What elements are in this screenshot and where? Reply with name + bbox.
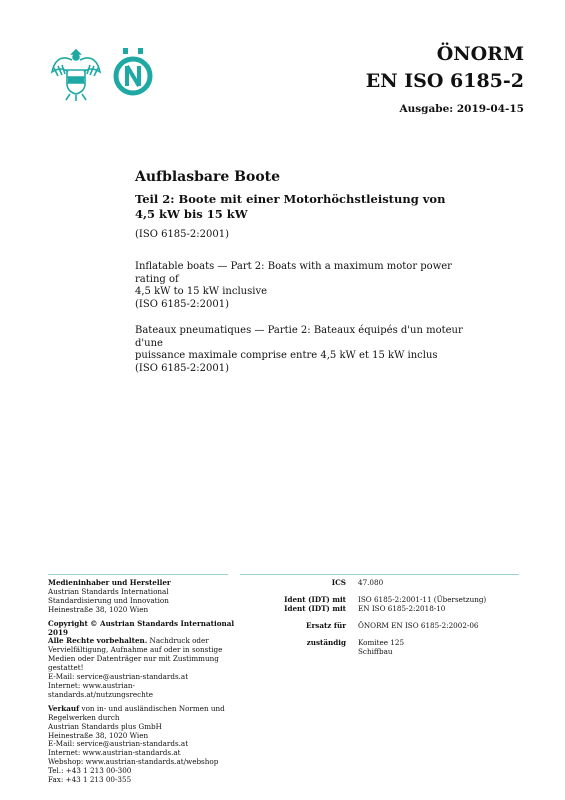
french-title — [135, 325, 465, 375]
sales-line: Austrian Standards plus GmbH — [48, 721, 162, 731]
replaces-value: ÖNORM EN ISO 6185-2:2002-06 — [358, 620, 479, 630]
publisher-email: E-Mail: service@austrian-standards.at — [48, 672, 189, 682]
ident-value: ISO 6185-2:2001-11 (Übersetzung) — [358, 594, 487, 604]
french-iso-reference: (ISO 6185-2:2001) — [135, 362, 229, 374]
rights-text: Nachdruck oder — [147, 636, 209, 646]
ident-label: Ident (IDT) mit — [284, 594, 346, 604]
responsible-row — [240, 639, 520, 657]
sales-internet: Internet: www.austrian-standards.at — [48, 748, 181, 758]
english-iso-reference: (ISO 6185-2:2001) — [135, 298, 229, 310]
ics-label: ICS — [331, 578, 346, 587]
austrian-eagle-icon — [50, 44, 102, 102]
sales-webshop: Webshop: www.austrian-standards.at/webshop — [48, 757, 219, 767]
committee-topic: Schiffbau — [358, 646, 393, 656]
rights-bold: Alle Rechte vorbehalten. — [48, 636, 148, 646]
sales-text: von in- und ausländischen Normen und — [79, 703, 225, 713]
imprint — [48, 579, 238, 785]
english-title-line: 4,5 kW to 15 kW inclusive — [135, 286, 268, 297]
ident-value: EN ISO 6185-2:2018-10 — [358, 603, 446, 613]
committee: Komitee 125 — [358, 637, 405, 647]
document-subtitle: Teil 2: Boote mit einer Motorhöchstleistung von 4,5 kW bis 15 kW — [135, 192, 446, 221]
ics-value: 47.080 — [358, 578, 384, 587]
issue-date: Ausgabe: 2019-04-15 — [399, 103, 524, 115]
english-title-line: Inflatable boats — Part 2: Boats with a maximum motor power rating of — [135, 261, 452, 285]
ident-row — [240, 605, 520, 614]
on-logo-icon — [110, 44, 156, 102]
rights-line: Medien oder Datenträger nur mit Zustimmung — [48, 654, 219, 664]
replaces-label: Ersatz für — [306, 620, 346, 630]
publisher-heading: Medieninhaber und Hersteller — [48, 578, 171, 587]
ident-label: Ident (IDT) mit — [284, 603, 346, 613]
copyright-line: Copyright © Austrian Standards International 2019 — [48, 618, 235, 637]
document-title: Aufblasbare Boote — [135, 169, 281, 185]
divider — [48, 574, 228, 575]
sales-line: Heinestraße 38, 1020 Wien — [48, 730, 149, 740]
publisher-internet: Internet: www.austrian-standards.at/nutzungsrechte — [48, 680, 153, 699]
metadata-table — [240, 579, 520, 656]
sales-email: E-Mail: service@austrian-standards.at — [48, 739, 189, 749]
french-title-line: puissance maximale comprise entre 4,5 kW et 15 kW inclus — [135, 350, 438, 361]
english-title — [135, 261, 465, 311]
responsible-value — [358, 639, 520, 657]
publisher-line: Austrian Standards International — [48, 586, 169, 596]
standard-number: EN ISO 6185-2 — [365, 70, 524, 92]
title-block — [135, 168, 465, 375]
publisher-line: Standardisierung und Innovation — [48, 595, 169, 605]
publisher-line: Heinestraße 38, 1020 Wien — [48, 604, 149, 614]
iso-reference: (ISO 6185-2:2001) — [135, 229, 229, 240]
responsible-label: zuständig — [306, 637, 346, 647]
sales-line: Regelwerken durch — [48, 712, 120, 722]
divider — [240, 574, 519, 575]
rights-line: Vervielfältigung, Aufnahme auf oder in sonstige — [48, 645, 223, 655]
standard-name: ÖNORM — [436, 43, 524, 65]
sales-fax: Fax: +43 1 213 00-355 — [48, 775, 132, 785]
standard-header — [366, 42, 524, 115]
ics-row — [240, 579, 520, 588]
sales-bold: Verkauf — [48, 703, 80, 713]
replaces-row — [240, 622, 520, 631]
french-title-line: Bateaux pneumatiques — Partie 2: Bateaux équipés d'un moteur d'une — [135, 325, 463, 349]
rights-line: gestattet! — [48, 663, 84, 673]
sales-tel: Tel.: +43 1 213 00-300 — [48, 766, 132, 776]
